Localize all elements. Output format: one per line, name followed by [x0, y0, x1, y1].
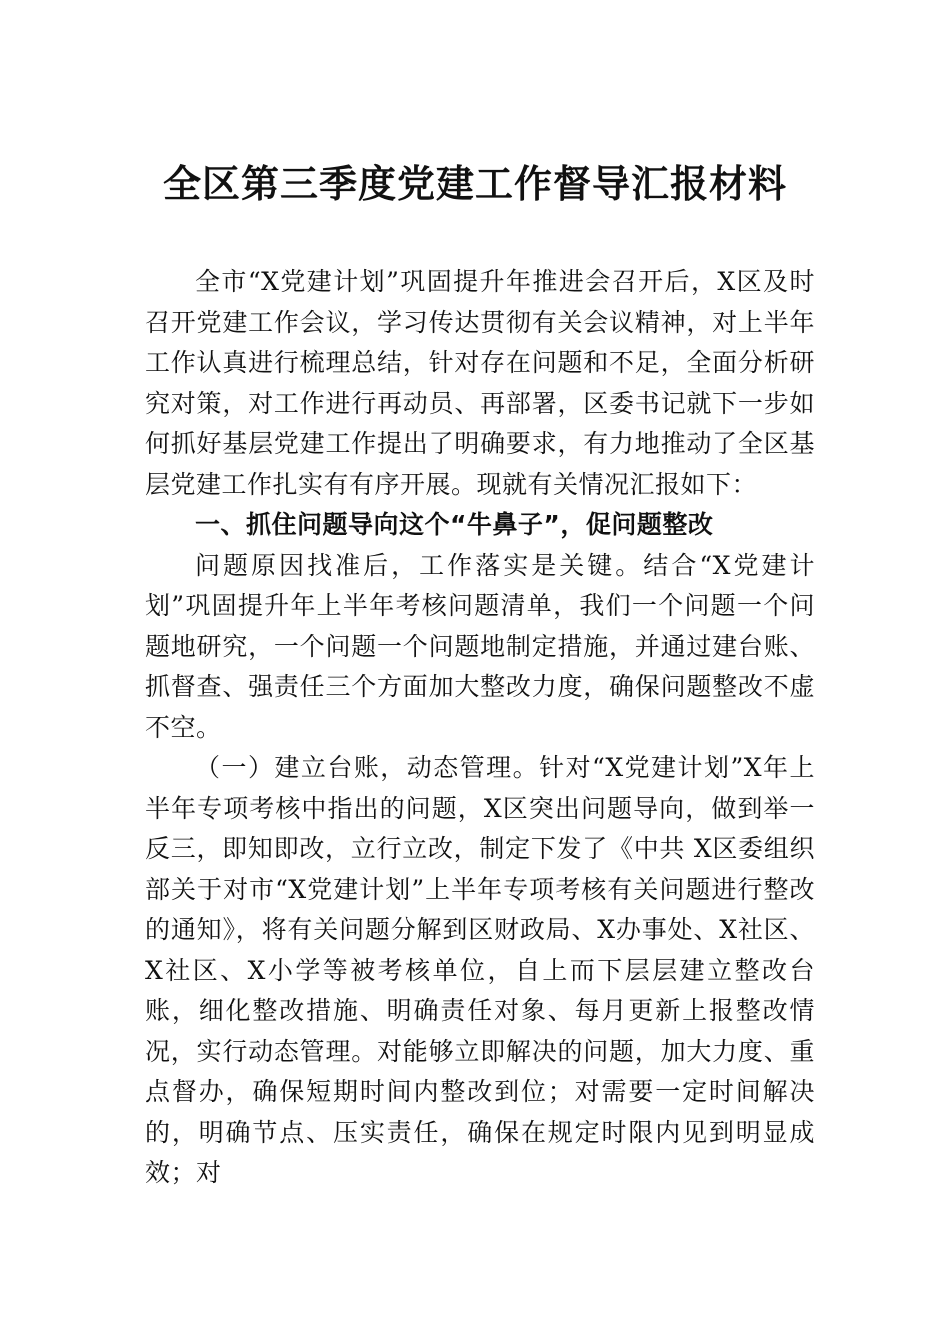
subsection-1-paragraph: （一）建立台账，动态管理。针对“X党建计划”X年上半年专项考核中指出的问题，X区突出问题导向，做到举一反三，即知即改，立行立改，制定下发了《中共 X区委组织部关于对市“X党建计划”上半年专项考核有关问题进行整改的通知》，将有关问题分解到区财政局、X办事处、X社区、X社区、X小学等被考核单位，自上而下层层建立整改台账，细化整改措施、明确责任对象、每月更新上报整改情况，实行动态管理。对能够立即解决的问题，加大力度、重点督办，确保短期时间内整改到位；对需要一定时间解决的，明确节点、压实责任，确保在规定时限内见到明显成效；对 [145, 753, 815, 1187]
intro-paragraph: 全市“X党建计划”巩固提升年推进会召开后，X区及时召开党建工作会议，学习传达贯彻有关会议精神，对上半年工作认真进行梳理总结，针对存在问题和不足，全面分析研究对策，对工作进行再动员、再部署，区委书记就下一步如何抓好基层党建工作提出了明确要求，有力地推动了全区基层党建工作扎实有有序开展。现就有关情况汇报如下： [145, 267, 815, 499]
document-body [145, 262, 815, 1194]
document-title: 全区第三季度党建工作督导汇报材料 [162, 161, 787, 206]
section-1-paragraph: 问题原因找准后，工作落实是关键。结合“X党建计划”巩固提升年上半年考核问题清单，我们一个问题一个问题地研究，一个问题一个问题地制定措施，并通过建台账、抓督查、强责任三个方面加大整改力度，确保问题整改不虚不空。 [145, 550, 815, 742]
section-heading-1: 一、抓住问题导向这个“牛鼻子”，促问题整改 [195, 510, 714, 539]
